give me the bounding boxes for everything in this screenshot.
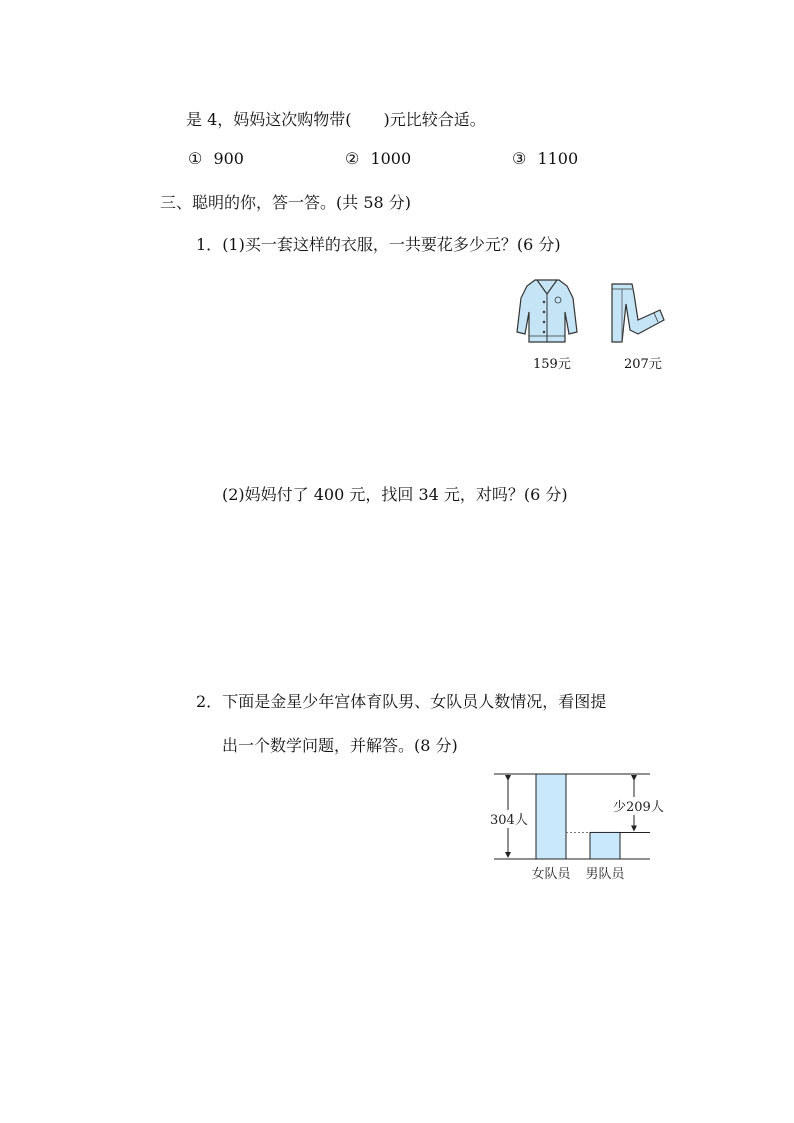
chart-annotation-left: 304人 [490,813,528,828]
q2-number: 2． [196,692,223,711]
option-1 [188,149,244,168]
q1-part1: (1)买一套这样的衣服，一共要花多少元？(6 分) [222,235,561,254]
bar-chart [486,766,686,886]
option-2 [345,149,411,168]
q2-line1 [196,689,606,712]
q2-line2: 出一个数学问题，并解答。(8 分) [222,736,458,755]
pants-icon [608,280,668,346]
q1-part2: (2)妈妈付了 400 元，找回 34 元，对吗？(6 分) [222,485,568,504]
chart-category-label-1: 女队员 [531,867,571,882]
q1-line [196,232,561,255]
option-2-value: 1000 [370,149,412,168]
chart-bar-1 [536,774,566,859]
q1-number: 1． [196,235,223,254]
chart-bar-2 [590,832,620,859]
option-1-value: 900 [213,149,244,168]
option-3 [512,149,578,168]
option-1-mark: ① [188,149,203,168]
chart-category-label-2: 男队员 [585,867,625,882]
option-2-mark: ② [345,149,360,168]
option-3-value: 1100 [537,149,579,168]
pants-price: 207元 [624,357,662,372]
jacket-icon [515,276,579,346]
intro-line: 是 4，妈妈这次购物带( )元比较合适。 [186,110,486,129]
jacket-price: 159元 [533,357,571,372]
section-title: 三、聪明的你，答一答。(共 58 分) [160,193,412,212]
q2-line1-text: 下面是金星少年宫体育队男、女队员人数情况，看图提 [222,692,607,711]
option-3-mark: ③ [512,149,527,168]
chart-annotation-right: 少209人 [613,800,664,815]
